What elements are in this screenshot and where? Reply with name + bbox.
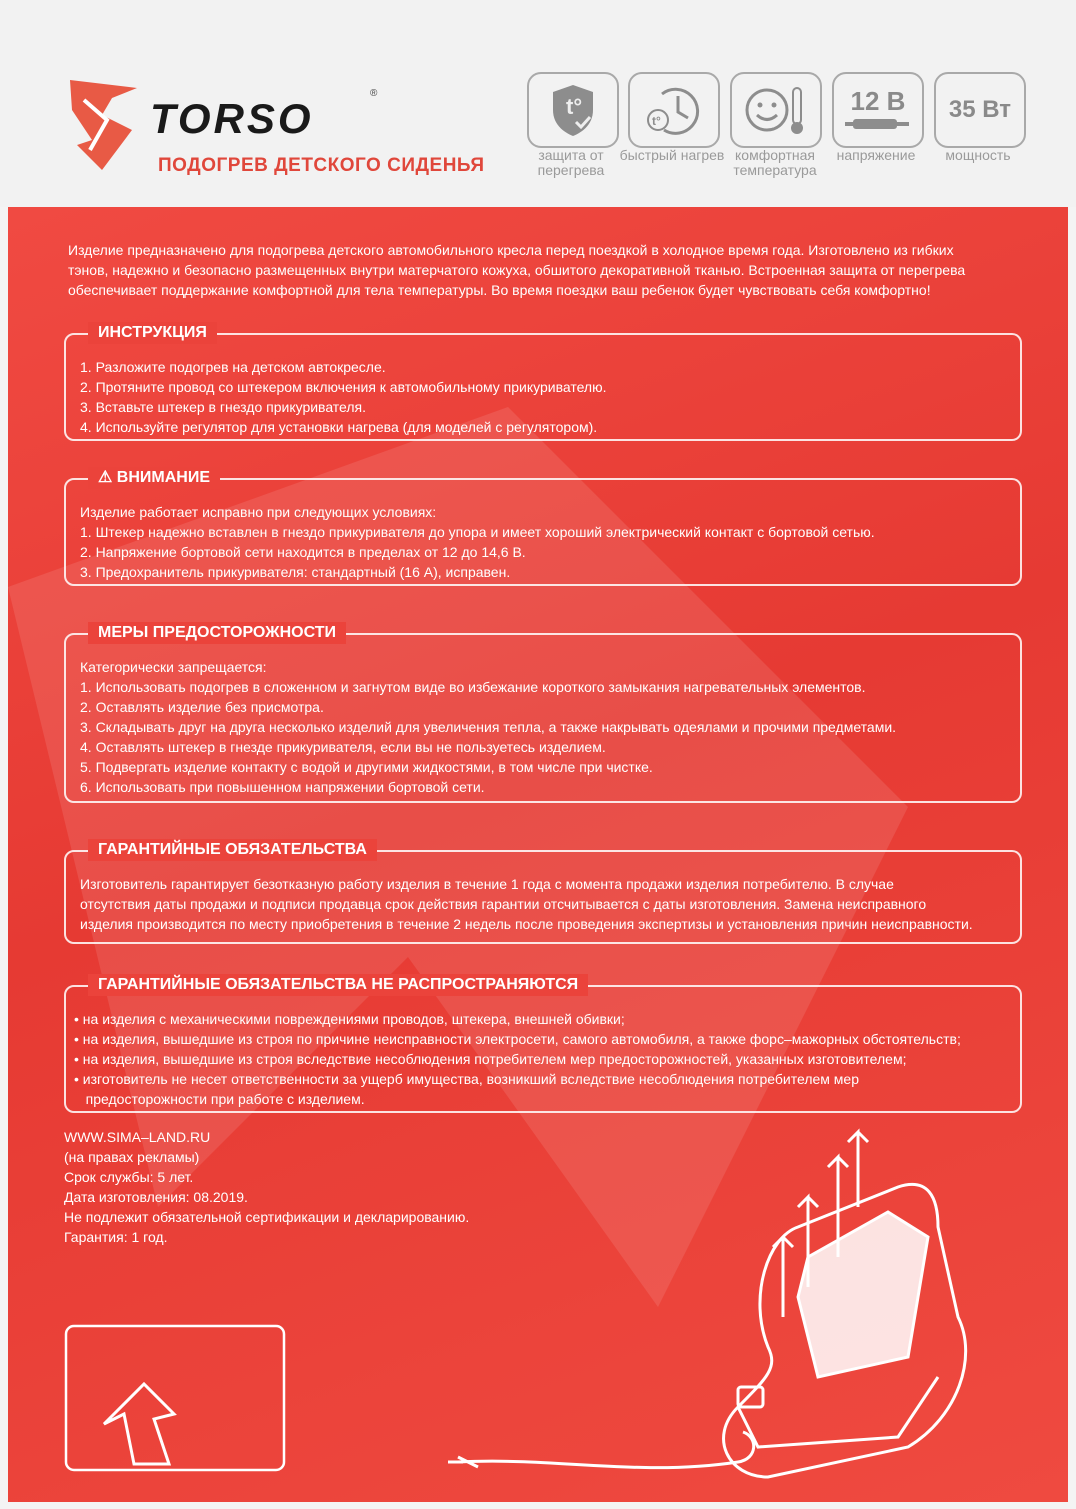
registered-mark: ® xyxy=(370,88,378,99)
smile-thermometer-icon xyxy=(743,82,809,138)
section-line: 3. Складывать друг на друга несколько изделий для увеличения тепла, а также накрывать одеялами и прочими предметами. xyxy=(80,719,897,735)
footer-line: Дата изготовления: 08.2019. xyxy=(64,1189,248,1205)
intro-line: тэнов, надежно и безопасно размещенных внутри матерчатого кожуха, обшитого декоративной тканью. Встроенная защита от перегрева xyxy=(68,262,966,278)
section-line: отсутствия даты продажи и подписи продавца срок действия гарантии отсчитывается с даты изготовления. Замена неисправного xyxy=(80,896,927,912)
badge-power xyxy=(934,72,1026,148)
footer-line: Не подлежит обязательной сертификации и декларированию. xyxy=(64,1209,470,1225)
badge-fast-heat xyxy=(628,72,720,148)
section-line: Изделие работает исправно при следующих условиях: xyxy=(80,504,437,520)
svg-text:t°: t° xyxy=(652,114,661,128)
intro-line: Изделие предназначено для подогрева детского автомобильного кресла перед поездкой в холодное время года. Изготовлено из гибких xyxy=(68,242,954,258)
intro-text xyxy=(68,240,965,300)
section-line: 1. Штекер надежно вставлен в гнездо прикуривателя до упора и имеет хороший электрический контакт с бортовой сетью. xyxy=(80,524,875,540)
plug-icon xyxy=(843,115,913,133)
section-title: ГАРАНТИЙНЫЕ ОБЯЗАТЕЛЬСТВА xyxy=(88,839,377,861)
section-precautions xyxy=(64,624,1022,803)
footer-info xyxy=(64,1127,469,1247)
header xyxy=(0,0,1076,207)
section-line: Изготовитель гарантирует безотказную работу изделия в течение 1 года с момента продажи изделия потребителю. В случае xyxy=(80,876,894,892)
section-line: предосторожности при работе с изделием. xyxy=(74,1091,365,1107)
badge-caption: напряжение xyxy=(836,147,916,163)
badge-voltage xyxy=(832,72,924,148)
section-line: 1. Использовать подогрев в сложенном и загнутом виде во избежание короткого замыкания нагревательных элементов. xyxy=(80,679,866,695)
section-line: • на изделия, вышедшие из строя вследствие несоблюдения потребителем мер предосторожностей, указанных изготовителем; xyxy=(74,1051,907,1067)
section-instructions xyxy=(64,324,1022,441)
badge-caption: комфортная температура xyxy=(733,147,817,178)
section-line: 2. Напряжение бортовой сети находится в пределах от 12 до 14,6 В. xyxy=(80,544,526,560)
svg-text:t°: t° xyxy=(566,94,583,119)
section-line: • на изделия, вышедшие из строя по причине неисправности электросети, самого автомобиля, а также форс–мажорных обстоятельств; xyxy=(74,1031,961,1047)
section-line: 4. Оставлять штекер в гнезде прикуривателя, если вы не пользуетесь изделием. xyxy=(80,739,606,755)
section-line: 2. Оставлять изделие без присмотра. xyxy=(80,699,324,715)
section-warranty xyxy=(64,841,1022,944)
footer-line: Срок службы: 5 лет. xyxy=(64,1169,194,1185)
heated-seat-illustration-icon xyxy=(438,1117,1038,1487)
badge-comfort-temp xyxy=(730,72,822,148)
section-line: Категорически запрещается: xyxy=(80,659,267,675)
footer-line: (на правах рекламы) xyxy=(64,1149,200,1165)
section-title: ВНИМАНИЕ xyxy=(116,469,211,486)
intro-line: обеспечивает поддержание комфортной для тела температуры. Во время поездки ваш ребенок будет чувствовать себя комфортно! xyxy=(68,282,931,298)
section-line: • на изделия с механическими повреждениями проводов, штекера, внешней обивки; xyxy=(74,1011,625,1027)
badge-caption: защита от перегрева xyxy=(537,147,605,178)
instructions-panel xyxy=(8,207,1068,1502)
section-attention xyxy=(64,469,1022,586)
power-value: 35 Вт xyxy=(948,96,1012,123)
section-line: 5. Подвергать изделие контакту с водой и другими жидкостями, в том числе при чистке. xyxy=(80,759,653,775)
shield-thermometer-icon xyxy=(548,82,598,138)
brand-name: TORSO xyxy=(150,95,314,142)
section-title: ГАРАНТИЙНЫЕ ОБЯЗАТЕЛЬСТВА НЕ РАСПРОСТРАНЯЮТСЯ xyxy=(88,974,588,996)
section-title: ИНСТРУКЦИЯ xyxy=(88,322,217,344)
section-line: 3. Вставьте штекер в гнездо прикуривателя. xyxy=(80,399,367,415)
warning-icon: ⚠ xyxy=(98,469,117,486)
section-title-wrap xyxy=(88,467,220,489)
section-line: • изготовитель не несет ответственности за ущерб имущества, возникший вследствие несоблюдения потребителем мер xyxy=(74,1071,859,1087)
section-line: 4. Используйте регулятор для установки нагрева (для моделей с регулятором). xyxy=(80,419,598,435)
open-here-arrow-icon xyxy=(64,1324,288,1474)
section-line: 1. Разложите подогрев на детском автокресле. xyxy=(80,359,386,375)
section-line: 3. Предохранитель прикуривателя: стандартный (16 А), исправен. xyxy=(80,564,511,580)
badge-caption: быстрый нагрев xyxy=(619,147,725,163)
section-warranty-exclusions xyxy=(64,976,1022,1113)
section-line: 6. Использовать при повышенном напряжении бортовой сети. xyxy=(80,779,485,795)
voltage-value: 12 В xyxy=(850,86,906,116)
product-subtitle: ПОДОГРЕВ ДЕТСКОГО СИДЕНЬЯ xyxy=(158,155,485,176)
torso-logo-icon xyxy=(62,70,162,180)
section-title: МЕРЫ ПРЕДОСТОРОЖНОСТИ xyxy=(88,622,346,644)
badge-caption: мощность xyxy=(945,147,1011,163)
section-line: изделия производится по месту приобретения в течение 2 недель после проведения экспертизы и установления причин неисправности. xyxy=(80,916,973,932)
clock-heat-icon xyxy=(644,82,704,138)
badge-overheat-protection xyxy=(527,72,619,148)
footer-line: Гарантия: 1 год. xyxy=(64,1229,168,1245)
section-line: 2. Протяните провод со штекером включения к автомобильному прикуривателю. xyxy=(80,379,607,395)
website: WWW.SIMA–LAND.RU xyxy=(64,1129,211,1145)
